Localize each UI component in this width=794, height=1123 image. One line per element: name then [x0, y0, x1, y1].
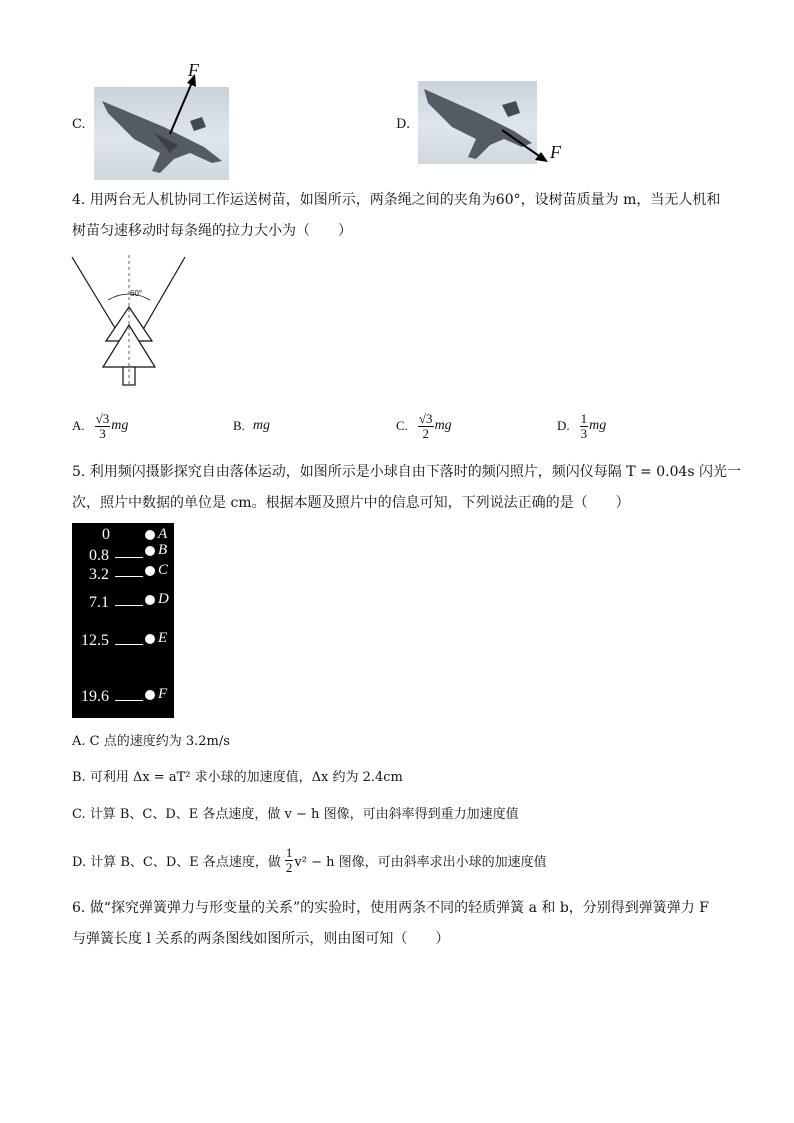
strobe-tick-line [115, 605, 143, 606]
strobe-ball [145, 595, 155, 605]
fraction-denominator: 2 [285, 859, 293, 875]
q5-option-b[interactable]: B. 可利用 Δx = aT² 求小球的加速度值，Δx 约为 2.4cm [72, 770, 403, 785]
q5-stem-line1: 5. 利用频闪摄影探究自由落体运动，如图所示是小球自由下落时的频闪照片，频闪仪每隔 T = 0.04s 闪光一 [72, 464, 742, 480]
q4-option-a-fraction [95, 412, 111, 441]
q4-stem-line1: 4. 用两台无人机协同工作运送树苗，如图所示，两条绳之间的夹角为60°，设树苗质量为 m，当无人机和 [72, 192, 721, 208]
q6-stem-line2: 与弹簧长度 l 关系的两条图线如图所示，则由图可知（ ） [72, 931, 450, 947]
q4-option-b[interactable] [233, 404, 270, 448]
strobe-value-label: 12.5 [81, 632, 109, 649]
strobe-ball [145, 530, 155, 540]
q5-option-c[interactable]: C. 计算 B、C、D、E 各点速度，做 v − h 图像，可由斜率得到重力加速度值 [72, 807, 519, 822]
q4-option-b-tail: mg [252, 418, 271, 433]
fraction-denominator: 2 [422, 425, 429, 441]
strobe-point-letter: D [158, 591, 169, 607]
strobe-ball [145, 546, 155, 556]
q4-option-c-label: C. [396, 418, 408, 433]
q5-option-a[interactable]: A. C 点的速度约为 3.2m/s [72, 734, 230, 749]
strobe-ball [145, 566, 155, 576]
q5-option-d[interactable] [72, 838, 547, 882]
q5-option-d-prefix: D. 计算 B、C、D、E 各点速度，做 [72, 854, 281, 870]
fraction-denominator: 3 [99, 425, 106, 441]
strobe-ball [145, 690, 155, 700]
strobe-value-label: 3.2 [89, 566, 109, 583]
strobe-point-letter: A [158, 526, 168, 542]
fraction-denominator: 3 [580, 425, 588, 441]
q6-stem-line1: 6. 做“探究弹簧弹力与形变量的关系”的实验时，使用两条不同的轻质弹簧 a 和 b，分别得到弹簧弹力 F [72, 900, 709, 916]
strobe-ball [145, 634, 155, 644]
strobe-point-letter: E [158, 630, 168, 646]
fraction-numerator: √3 [95, 410, 110, 426]
q5-option-d-fraction [285, 846, 294, 875]
q4-angle-label: 60° [130, 289, 143, 298]
q5-stem-line2: 次，照片中数据的单位是 cm。根据本题及照片中的信息可知，下列说法正确的是（ ） [72, 495, 630, 511]
q4-option-d-label: D. [557, 418, 570, 433]
q3-option-c-force-label: F [188, 60, 199, 80]
q3-option-d-label: D. [396, 117, 411, 132]
fraction-numerator: √3 [418, 410, 433, 426]
q4-option-d[interactable] [557, 404, 606, 448]
strobe-value-label: 0.8 [89, 547, 109, 564]
fraction-numerator: 1 [580, 410, 588, 426]
strobe-tick-line [115, 644, 143, 645]
q4-tree-diagram [70, 255, 188, 390]
q4-option-a-label: A. [72, 418, 85, 433]
fraction-numerator: 1 [285, 844, 293, 860]
strobe-tick-line [115, 700, 143, 701]
strobe-point-letter: F [158, 686, 168, 702]
q4-option-a[interactable] [72, 404, 128, 448]
strobe-value-label: 19.6 [81, 688, 109, 705]
q4-stem-line2: 树苗匀速移动时每条绳的拉力大小为（ ） [72, 223, 352, 239]
q4-option-c[interactable] [396, 404, 452, 448]
q4-option-c-fraction [418, 412, 434, 441]
q4-option-d-tail: mg [589, 418, 607, 433]
strobe-value-label: 0 [102, 526, 110, 543]
q5-strobe-photo [72, 523, 174, 718]
strobe-value-label: 7.1 [89, 594, 109, 611]
strobe-tick-line [115, 557, 143, 558]
strobe-point-letter: B [158, 542, 168, 558]
q5-option-d-suffix: v² − h 图像，可由斜率求出小球的加速度值 [294, 854, 547, 870]
q4-option-d-fraction [580, 412, 589, 441]
strobe-point-letter: C [158, 562, 169, 578]
q4-option-a-tail: mg [111, 418, 129, 433]
strobe-tick-line [115, 576, 143, 577]
q4-option-c-tail: mg [434, 418, 452, 433]
q3-option-d-force-label: F [550, 142, 561, 162]
q3-option-c-label: C. [72, 117, 86, 132]
q4-option-b-label: B. [233, 418, 245, 433]
